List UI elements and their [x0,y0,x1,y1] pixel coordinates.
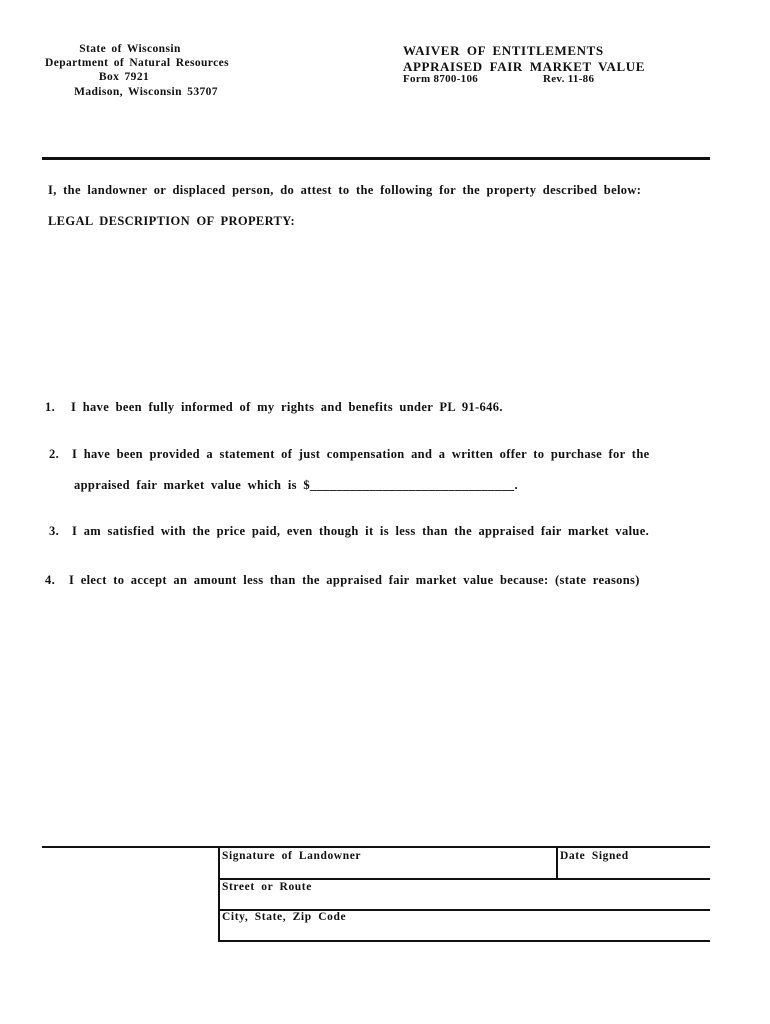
signature-field[interactable]: Signature of Landowner [222,850,362,862]
item-2-text-line2[interactable]: appraised fair market value which is $_______________________________. [74,478,519,492]
attestation-statement: I, the landowner or displaced person, do attest to the following for the property described below: [48,183,642,197]
item-4-text: I elect to accept an amount less than the appraised fair market value because: (state reasons) [69,573,640,587]
signature-bottom-rule [218,940,710,942]
item-1-text: I have been fully informed of my rights and benefits under PL 91-646. [71,400,503,414]
date-signed-field[interactable]: Date Signed [560,850,629,862]
signature-left-border [218,846,220,942]
signature-row-divider [218,878,710,880]
item-3-text: I am satisfied with the price paid, even though it is less than the appraised fair market value. [72,524,650,538]
signature-date-divider [556,846,558,879]
form-subtitle: APPRAISED FAIR MARKET VALUE [403,59,646,74]
form-title: WAIVER OF ENTITLEMENTS [403,43,604,58]
city-state-zip-field[interactable]: City, State, Zip Code [222,911,347,923]
agency-department: Department of Natural Resources [45,57,229,69]
item-2-text-line1: I have been provided a statement of just compensation and a written offer to purchase for the [72,447,650,461]
signature-top-rule [42,846,710,848]
header-divider [42,157,710,160]
form-number: Form 8700-106 [403,73,479,85]
agency-box: Box 7921 [98,71,150,83]
agency-city: Madison, Wisconsin 53707 [74,86,218,98]
item-3-number: 3. [49,524,60,538]
legal-description-label: LEGAL DESCRIPTION OF PROPERTY: [48,214,295,228]
item-1-number: 1. [45,400,56,414]
item-2-number: 2. [49,447,60,461]
item-4-number: 4. [45,573,56,587]
agency-name: State of Wisconsin [79,43,181,55]
street-field[interactable]: Street or Route [222,881,312,893]
form-revision: Rev. 11-86 [543,73,595,85]
